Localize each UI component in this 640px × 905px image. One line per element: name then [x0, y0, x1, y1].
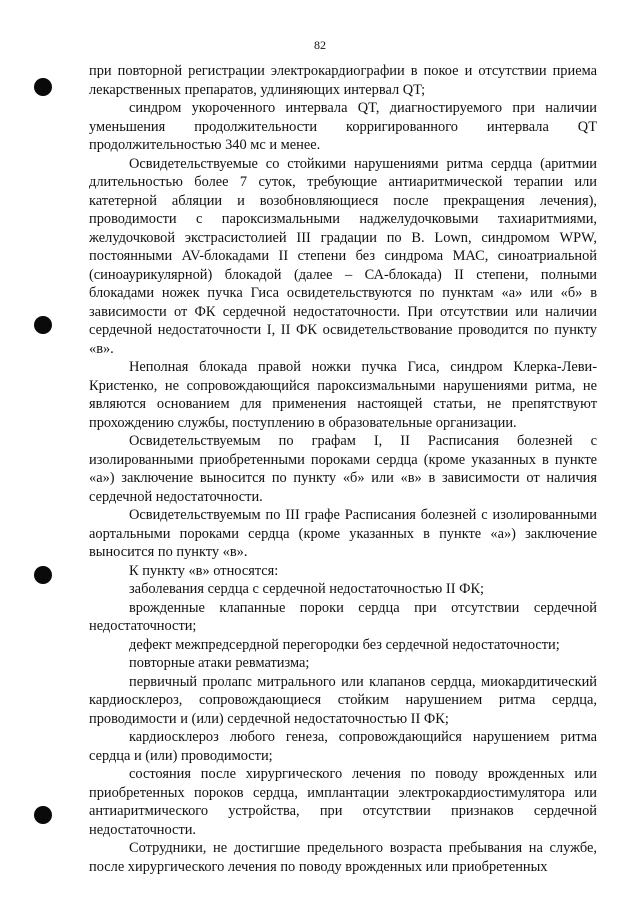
- list-item-prolapse: первичный пролапс митрального или клапанов сердца, миокардитический кардиосклероз, сопровождающиеся стойким нарушением ритма сердца, проводимости и (или) сердечной недостаточностью II ФК;: [89, 673, 597, 727]
- paragraph-graphs-1-2: Освидетельствуемым по графам I, II Расписания болезней с изолированными приобретенными пороками сердца (кроме указанных в пункте «а») заключение выносится по пункту «б» или «в» в зависимости от наличия сердечной недостаточности.: [89, 433, 597, 505]
- list-item-post-surgery: состояния после хирургического лечения по поводу врожденных или приобретенных пороков сердца, имплантации электрокардиостимулятора или антиаритмического устройства, при отсутствии признаков сердечной недостаточности.: [89, 766, 597, 838]
- page-number: 82: [314, 38, 326, 52]
- list-item-congenital-defects: врожденные клапанные пороки сердца при отсутствии сердечной недостаточности;: [89, 599, 597, 634]
- binder-hole-4: [34, 806, 52, 824]
- document-body: [89, 62, 597, 876]
- list-item-heart-failure: заболевания сердца с сердечной недостаточностью II ФК;: [129, 581, 485, 597]
- paragraph-incomplete-block: Неполная блокада правой ножки пучка Гиса, синдром Клерка-Леви-Кристенко, не сопровождающийся пароксизмальными нарушениями ритма, не являются основанием для применения настоящей статьи, не препятствуют прохождению службы, поступлению в образовательные организации.: [89, 359, 597, 431]
- paragraph-qt-registration: при повторной регистрации электрокардиографии в покое и отсутствии приема лекарственных препаратов, удлиняющих интервал QT;: [89, 63, 597, 98]
- paragraph-short-qt: синдром укороченного интервала QT, диагностируемого при наличии уменьшения продолжительности корригированного интервала QT продолжительностью 340 мс и менее.: [89, 100, 597, 153]
- binder-hole-1: [34, 78, 52, 96]
- list-item-cardiosclerosis: кардиосклероз любого генеза, сопровождающийся нарушением ритма сердца и (или) проводимости;: [89, 729, 597, 764]
- list-item-septal-defect: дефект межпредсердной перегородки без сердечной недостаточности;: [129, 636, 560, 653]
- binder-hole-2: [34, 316, 52, 334]
- paragraph-graph-3: Освидетельствуемым по III графе Расписания болезней с изолированными аортальными пороками сердца (кроме указанных в пункте «а») заключение выносится по пункту «в».: [89, 507, 597, 560]
- binder-hole-3: [34, 566, 52, 584]
- paragraph-point-v-intro: К пункту «в» относятся:: [129, 562, 279, 579]
- paragraph-employees: Сотрудники, не достигшие предельного возраста пребывания на службе, после хирургического лечения по поводу врожденных или приобретенных: [89, 840, 597, 875]
- paragraph-arrhythmia: Освидетельствуемые со стойкими нарушениями ритма сердца (аритмии длительностью более 7 суток, требующие антиаритмической терапии или катетерной абляции и возобновляющиеся после прекращения лечения), проводимости с пароксизмальными наджелудочковыми тахиаритмиями, желудочковой экстрасистолией III градации по B. Lown, синдромом WPW, постоянными AV-блокадами II степени без синдрома МАС, синоатриальной (синоаурикулярной) блокадой (далее – СА-блокада) II степени, полными блокадами ножек пучка Гиса освидетельствуются по пунктам «а» или «б» в зависимости от ФК сердечной недостаточности. При отсутствии или наличии сердечной недостаточности I, II ФК освидетельствование проводится по пункту «в».: [89, 155, 597, 357]
- list-item-rheumatism: повторные атаки ревматизма;: [129, 655, 310, 671]
